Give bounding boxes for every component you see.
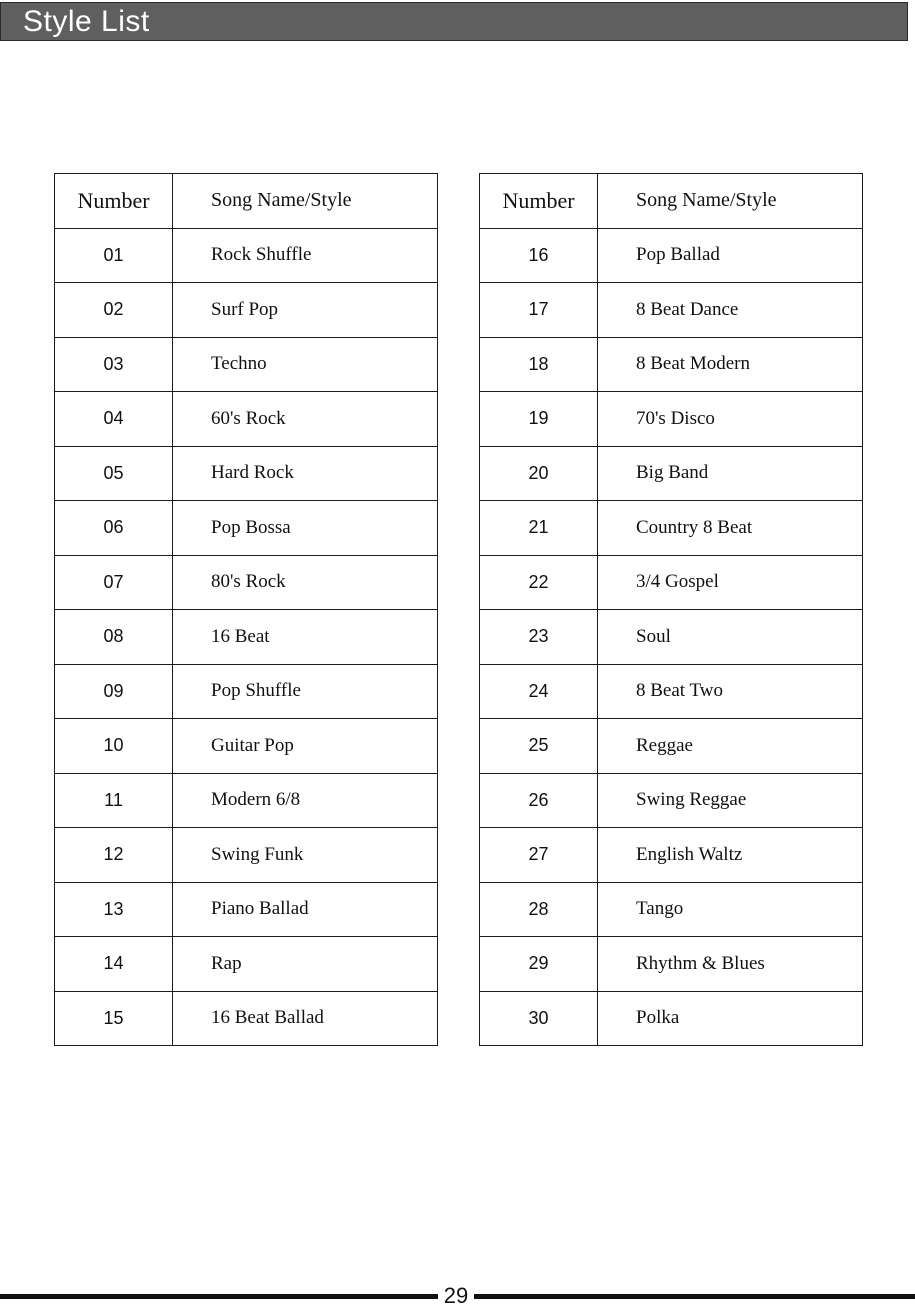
style-name: Swing Funk [173,828,438,883]
style-number: 26 [480,773,598,828]
style-name: Pop Ballad [598,228,863,283]
footer-rule-left [0,1294,438,1299]
style-name: Techno [173,337,438,392]
header-song-name: Song Name/Style [598,174,863,229]
table-row [55,446,438,501]
table-row [480,828,863,883]
table-row [55,392,438,447]
style-name: Soul [598,610,863,665]
style-name: Rap [173,937,438,992]
style-number: 29 [480,937,598,992]
style-number: 07 [55,555,173,610]
style-number: 18 [480,337,598,392]
style-name: Rhythm & Blues [598,937,863,992]
style-name: Surf Pop [173,283,438,338]
table-row [55,283,438,338]
style-name: 16 Beat [173,610,438,665]
page-title: Style List [23,5,150,38]
table-header-row [480,174,863,229]
table-row [480,610,863,665]
style-name: Guitar Pop [173,719,438,774]
table-row [480,937,863,992]
table-row [480,555,863,610]
style-number: 05 [55,446,173,501]
style-number: 09 [55,664,173,719]
table-row [480,392,863,447]
style-number: 25 [480,719,598,774]
page-number: 29 [443,1283,469,1308]
table-row [55,501,438,556]
header-song-name: Song Name/Style [173,174,438,229]
table-header-row [55,174,438,229]
footer-rule-right [474,1294,915,1299]
style-number: 14 [55,937,173,992]
table-row [55,991,438,1046]
table-row [55,937,438,992]
table-row [55,337,438,392]
style-number: 02 [55,283,173,338]
style-name: Polka [598,991,863,1046]
table-row [55,664,438,719]
table-row [480,283,863,338]
style-name: Rock Shuffle [173,228,438,283]
table-row [480,228,863,283]
style-name: 8 Beat Modern [598,337,863,392]
style-number: 19 [480,392,598,447]
style-name: Country 8 Beat [598,501,863,556]
style-table-left [54,173,438,1046]
table-row [55,828,438,883]
style-name: Hard Rock [173,446,438,501]
table-row [55,610,438,665]
style-name: 8 Beat Two [598,664,863,719]
style-table-right-body [480,228,863,1046]
table-row [55,773,438,828]
table-row [480,664,863,719]
table-row [55,882,438,937]
style-name: 3/4 Gospel [598,555,863,610]
style-name: Big Band [598,446,863,501]
style-name: Modern 6/8 [173,773,438,828]
table-row [480,991,863,1046]
style-number: 24 [480,664,598,719]
table-row [480,882,863,937]
style-number: 17 [480,283,598,338]
style-number: 11 [55,773,173,828]
style-number: 28 [480,882,598,937]
style-name: Swing Reggae [598,773,863,828]
header-number: Number [480,174,598,229]
style-name: 80's Rock [173,555,438,610]
style-number: 08 [55,610,173,665]
style-name: Piano Ballad [173,882,438,937]
style-number: 23 [480,610,598,665]
style-number: 01 [55,228,173,283]
style-number: 13 [55,882,173,937]
style-number: 06 [55,501,173,556]
table-row [55,228,438,283]
style-table-left-body [55,228,438,1046]
style-number: 12 [55,828,173,883]
style-name: 8 Beat Dance [598,283,863,338]
style-number: 15 [55,991,173,1046]
style-table-right [479,173,863,1046]
table-row [480,719,863,774]
table-row [55,719,438,774]
header-number: Number [55,174,173,229]
style-name: Pop Bossa [173,501,438,556]
table-row [480,337,863,392]
style-number: 03 [55,337,173,392]
style-number: 16 [480,228,598,283]
style-name: 16 Beat Ballad [173,991,438,1046]
style-name: 70's Disco [598,392,863,447]
table-row [480,501,863,556]
style-number: 04 [55,392,173,447]
style-number: 30 [480,991,598,1046]
style-name: 60's Rock [173,392,438,447]
title-bar [0,2,908,41]
style-number: 21 [480,501,598,556]
table-row [480,446,863,501]
style-name: Reggae [598,719,863,774]
style-number: 27 [480,828,598,883]
style-number: 20 [480,446,598,501]
table-row [55,555,438,610]
style-name: English Waltz [598,828,863,883]
style-name: Pop Shuffle [173,664,438,719]
table-row [480,773,863,828]
style-number: 10 [55,719,173,774]
style-number: 22 [480,555,598,610]
style-name: Tango [598,882,863,937]
